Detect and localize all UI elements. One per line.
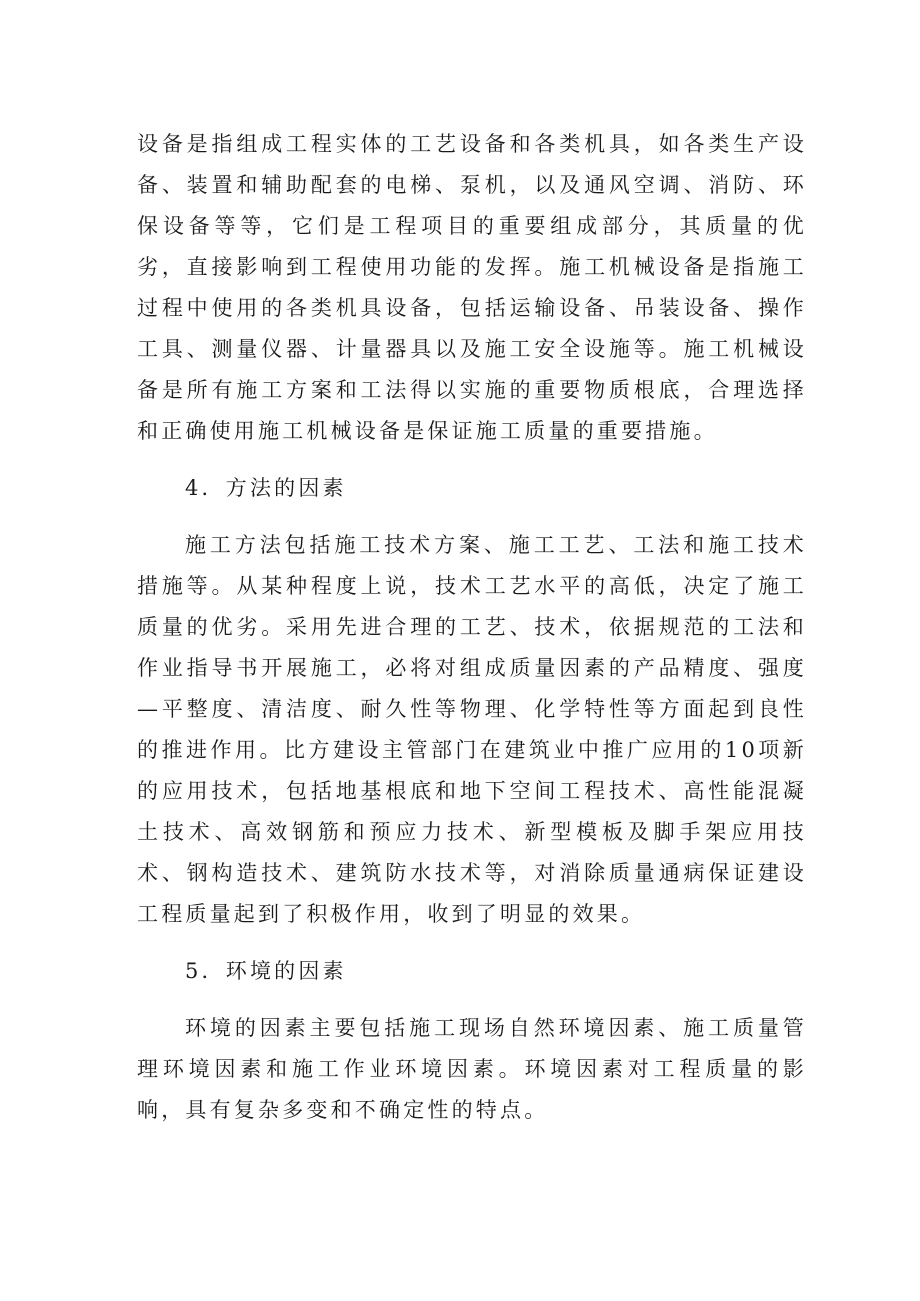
paragraph-gap: [137, 452, 807, 468]
paragraph-method: 施工方法包括施工技术方案、施工工艺、工法和施工技术措施等。从某种程度上说，技术工艺水平的高低，决定了施工质量的优劣。采用先进合理的工艺、技术，依据规范的工法和作业指导书开展施工，必将对组成质量因素的产品精度、强度—平整度、清洁度、耐久性等物理、化学特性等方面起到良性的推进作用。比方建设主管部门在建筑业中推广应用的10项新的应用技术，包括地基根底和地下空间工程技术、高性能混凝土技术、高效钢筋和预应力技术、新型模板及脚手架应用技术、钢构造技术、建筑防水技术等，对消除质量通病保证建设工程质量起到了积极作用，收到了明显的效果。: [137, 533, 807, 926]
heading-method-factor: 4．方法的因素: [185, 476, 347, 500]
paragraph-environment: 环境的因素主要包括施工现场自然环境因素、施工质量管理环境因素和施工作业环境因素。环境因素对工程质量的影响，具有复杂多变和不确定性的特点。: [137, 1016, 807, 1122]
heading-environment-factor: 5．环境的因素: [185, 959, 347, 983]
paragraph-equipment: 设备是指组成工程实体的工艺设备和各类机具，如各类生产设备、装置和辅助配套的电梯、泵机，以及通风空调、消防、环保设备等等，它们是工程项目的重要组成部分，其质量的优劣，直接影响到工程使用功能的发挥。施工机械设备是指施工过程中使用的各类机具设备，包括运输设备、吊装设备、操作工具、测量仪器、计量器具以及施工安全设施等。施工机械设备是所有施工方案和工法得以实施的重要物质根底，合理选择和正确使用施工机械设备是保证施工质量的重要措施。: [137, 132, 807, 443]
document-body: [137, 124, 807, 1131]
paragraph-gap: [137, 992, 807, 1008]
paragraph-gap: [137, 509, 807, 525]
paragraph-gap: [137, 935, 807, 951]
